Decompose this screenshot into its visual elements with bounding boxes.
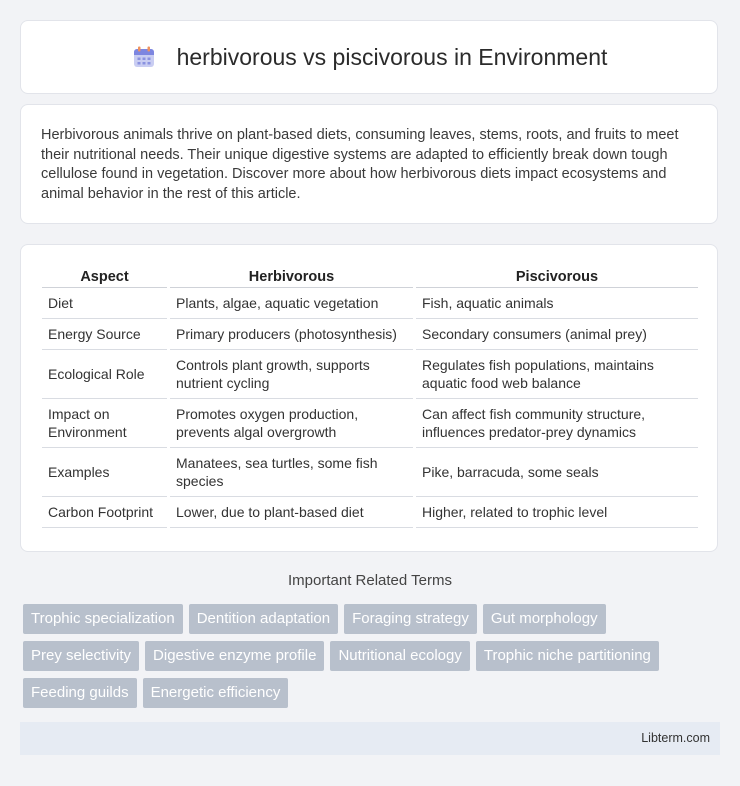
title-card xyxy=(20,20,718,94)
row-piscivorous: Can affect fish community structure, influences predator-prey dynamics xyxy=(416,399,698,448)
calendar-icon xyxy=(131,44,157,70)
term-tag[interactable]: Trophic specialization xyxy=(23,604,183,634)
header-herbivorous: Herbivorous xyxy=(170,265,413,288)
table-row xyxy=(42,319,698,350)
term-tag[interactable]: Feeding guilds xyxy=(23,678,137,708)
row-piscivorous: Higher, related to trophic level xyxy=(416,497,698,528)
term-tag[interactable]: Dentition adaptation xyxy=(189,604,338,634)
term-tag[interactable]: Foraging strategy xyxy=(344,604,477,634)
term-tag[interactable]: Nutritional ecology xyxy=(330,641,469,671)
row-aspect: Ecological Role xyxy=(42,350,167,399)
row-aspect: Carbon Footprint xyxy=(42,497,167,528)
related-terms-heading: Important Related Terms xyxy=(288,572,452,589)
row-herbivorous: Promotes oxygen production, prevents algal overgrowth xyxy=(170,399,413,448)
term-tag[interactable]: Energetic efficiency xyxy=(143,678,289,708)
footer xyxy=(20,722,720,755)
table-row xyxy=(42,288,698,319)
row-herbivorous: Plants, algae, aquatic vegetation xyxy=(170,288,413,319)
row-aspect: Impact on Environment xyxy=(42,399,167,448)
header-piscivorous: Piscivorous xyxy=(416,265,698,288)
comparison-table xyxy=(39,265,701,528)
row-aspect: Examples xyxy=(42,448,167,497)
table-row xyxy=(42,448,698,497)
footer-site-link[interactable]: Libterm.com xyxy=(641,731,710,745)
table-row xyxy=(42,399,698,448)
term-tag[interactable]: Prey selectivity xyxy=(23,641,139,671)
row-herbivorous: Controls plant growth, supports nutrient cycling xyxy=(170,350,413,399)
intro-paragraph: Herbivorous animals thrive on plant-based diets, consuming leaves, stems, roots, and fruits to meet their nutritional needs. Their unique digestive systems are adapted to efficiently break down tough cellulose found in vegetation. Discover more about how herbivorous diets impact ecosystems and animal behavior in the rest of this article. xyxy=(41,127,679,202)
row-aspect: Diet xyxy=(42,288,167,319)
row-piscivorous: Secondary consumers (animal prey) xyxy=(416,319,698,350)
row-aspect: Energy Source xyxy=(42,319,167,350)
row-herbivorous: Manatees, sea turtles, some fish species xyxy=(170,448,413,497)
table-row xyxy=(42,497,698,528)
table-header-row xyxy=(42,265,698,288)
row-herbivorous: Lower, due to plant-based diet xyxy=(170,497,413,528)
table-row xyxy=(42,350,698,399)
row-herbivorous: Primary producers (photosynthesis) xyxy=(170,319,413,350)
term-tag[interactable]: Trophic niche partitioning xyxy=(476,641,659,671)
row-piscivorous: Fish, aquatic animals xyxy=(416,288,698,319)
page-title: herbivorous vs piscivorous in Environment xyxy=(176,43,608,70)
row-piscivorous: Pike, barracuda, some seals xyxy=(416,448,698,497)
row-piscivorous: Regulates fish populations, maintains aquatic food web balance xyxy=(416,350,698,399)
header-aspect: Aspect xyxy=(42,265,167,288)
comparison-card xyxy=(20,244,718,552)
intro-card xyxy=(20,104,718,224)
term-tag[interactable]: Digestive enzyme profile xyxy=(145,641,324,671)
term-tag[interactable]: Gut morphology xyxy=(483,604,606,634)
related-terms-list xyxy=(23,604,723,715)
